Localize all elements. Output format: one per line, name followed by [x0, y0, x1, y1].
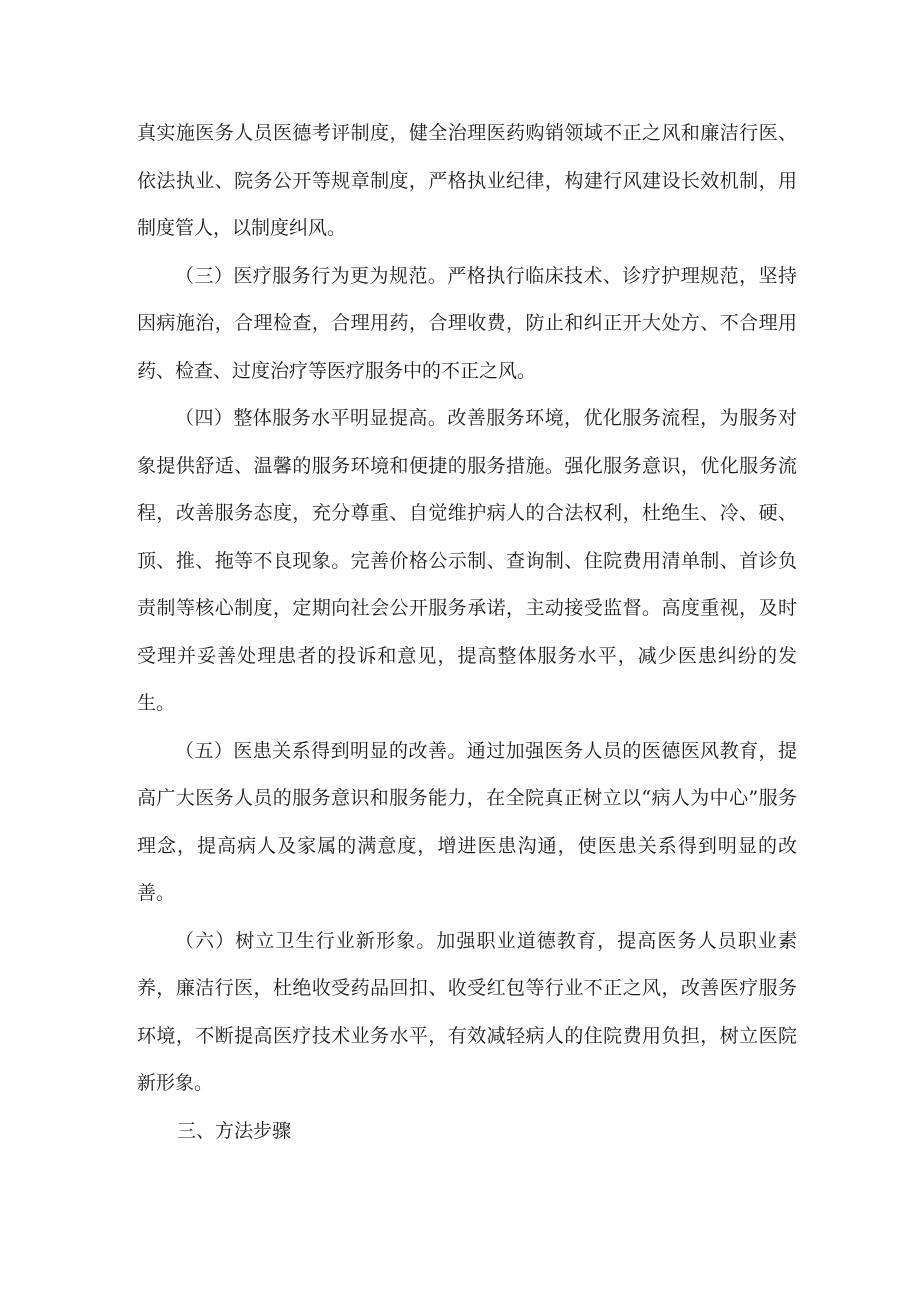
paragraph-industry-image: （六）树立卫生行业新形象。加强职业道德教育，提高医务人员职业素养，廉洁行医，杜绝收受药品回扣、收受红包等行业不正之风，改善医疗服务环境，不断提高医疗技术业务水平，有效减轻病人的住院费用负担，树立医院新形象。: [137, 929, 797, 1094]
section-heading: 三、方法步骤: [177, 1119, 292, 1142]
paragraph-continuation: 真实施医务人员医德考评制度，健全治理医药购销领域不正之风和廉洁行医、依法执业、院务公开等规章制度，严格执业纪律，构建行风建设长效机制，用制度管人，以制度纠风。: [137, 122, 797, 239]
paragraph-service-level: （四）整体服务水平明显提高。改善服务环境，优化服务流程，为服务对象提供舒适、温馨的服务环境和便捷的服务措施。强化服务意识，优化服务流程，改善服务态度，充分尊重、自觉维护病人的合法权利，杜绝生、冷、硬、顶、推、拖等不良现象。完善价格公示制、查询制、住院费用清单制、首诊负责制等核心制度，定期向社会公开服务承诺，主动接受监督。高度重视，及时受理并妥善处理患者的投诉和意见，提高整体服务水平，减少医患纠纷的发生。: [137, 407, 797, 714]
document-body: [137, 110, 797, 1155]
paragraph-medical-service-standards: （三）医疗服务行为更为规范。严格执行临床技术、诊疗护理规范，坚持因病施治，合理检查，合理用药，合理收费，防止和纠正开大处方、不合理用药、检查、过度治疗等医疗服务中的不正之风。: [137, 264, 797, 382]
paragraph-doctor-patient-relations: （五）医患关系得到明显的改善。通过加强医务人员的医德医风教育，提高广大医务人员的服务意识和服务能力，在全院真正树立以“病人为中心”服务理念，提高病人及家属的满意度，增进医患沟通，使医患关系得到明显的改善。: [137, 739, 797, 904]
